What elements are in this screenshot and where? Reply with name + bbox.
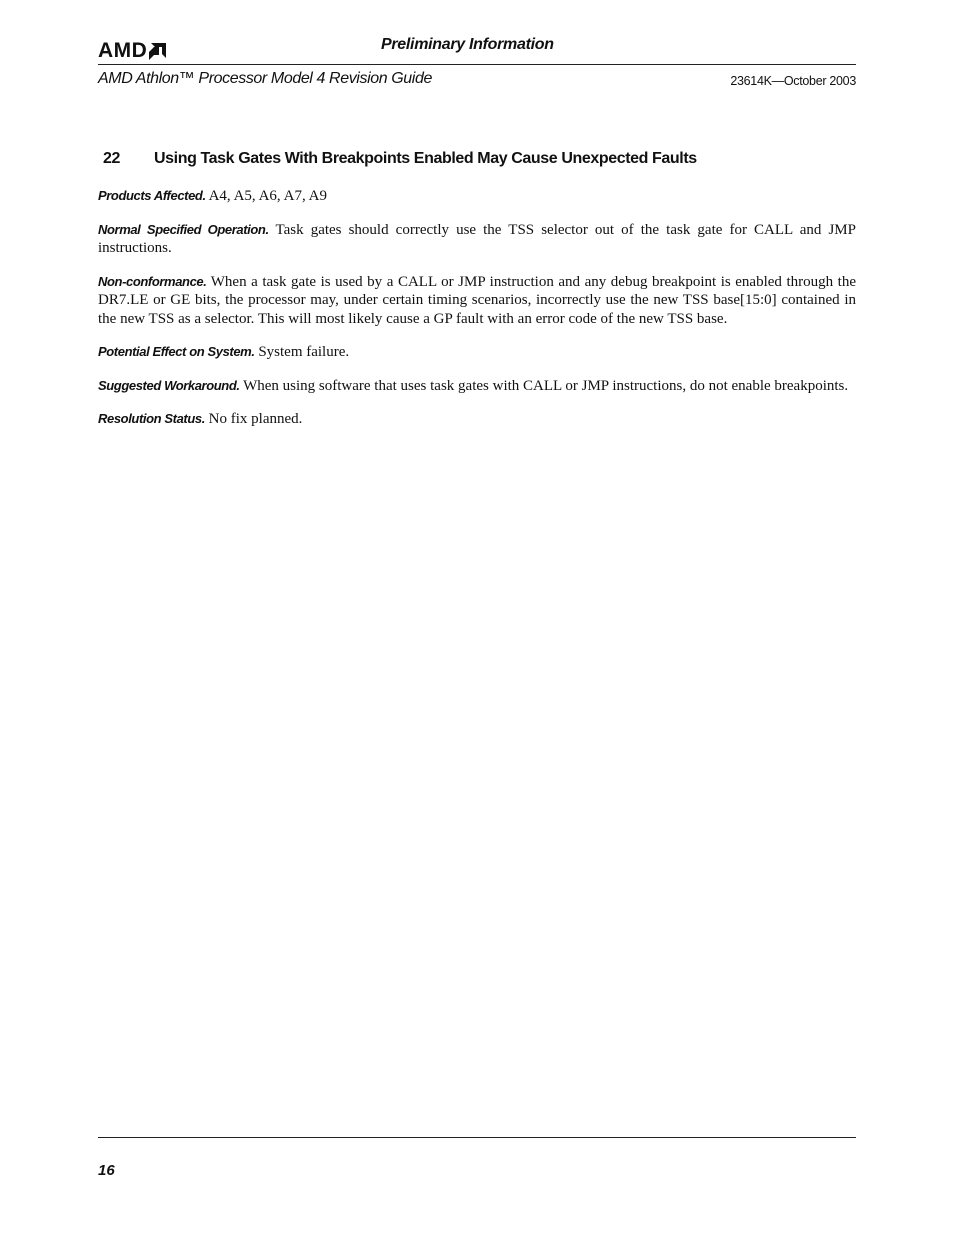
resolution-status-paragraph bbox=[98, 410, 856, 429]
non-conformance-paragraph bbox=[98, 273, 856, 329]
paragraph-text: When a task gate is used by a CALL or JMP instruction and any debug breakpoint is enabled through the DR7.LE or GE bits, the processor may, under certain timing scenarios, incorrectly use the new TSS base[15:0] contained in the new TSS as a selector. This will most likely cause a GP fault with an error code of the new TSS base. bbox=[98, 273, 857, 327]
document-id: 23614K—October 2003 bbox=[730, 74, 856, 88]
amd-arrow-icon bbox=[149, 43, 166, 60]
preliminary-banner: Preliminary Information bbox=[381, 36, 554, 53]
document-title: AMD Athlon™ Processor Model 4 Revision Guide bbox=[98, 70, 432, 87]
paragraph-text: A4, A5, A6, A7, A9 bbox=[208, 188, 327, 204]
paragraph-text: System failure. bbox=[258, 344, 350, 360]
paragraph-text: No fix planned. bbox=[208, 411, 303, 427]
erratum-body bbox=[98, 187, 856, 444]
amd-logo bbox=[98, 39, 166, 63]
paragraph-label: Resolution Status. bbox=[98, 411, 205, 426]
logo-text: AMD bbox=[98, 39, 148, 62]
paragraph-text: When using software that uses task gates with CALL or JMP instructions, do not enable breakpoints. bbox=[243, 377, 849, 394]
header-divider bbox=[98, 64, 856, 65]
page-number: 16 bbox=[98, 1162, 115, 1179]
section-heading bbox=[103, 150, 697, 168]
section-number: 22 bbox=[103, 150, 120, 167]
suggested-workaround-paragraph bbox=[98, 377, 856, 396]
products-affected-paragraph bbox=[98, 187, 856, 206]
paragraph-label: Potential Effect on System. bbox=[98, 344, 255, 359]
paragraph-label: Products Affected. bbox=[98, 188, 206, 203]
paragraph-label: Normal Specified Operation. bbox=[98, 221, 269, 237]
paragraph-label: Suggested Workaround. bbox=[98, 377, 240, 393]
paragraph-label: Non-conformance. bbox=[98, 273, 207, 289]
section-title: Using Task Gates With Breakpoints Enabled May Cause Unexpected Faults bbox=[154, 150, 697, 167]
footer-divider bbox=[98, 1137, 856, 1138]
potential-effect-paragraph bbox=[98, 343, 856, 362]
paragraph-text: Task gates should correctly use the TSS selector out of the task gate for CALL and JMP instructions. bbox=[98, 221, 856, 256]
normal-operation-paragraph bbox=[98, 221, 856, 258]
